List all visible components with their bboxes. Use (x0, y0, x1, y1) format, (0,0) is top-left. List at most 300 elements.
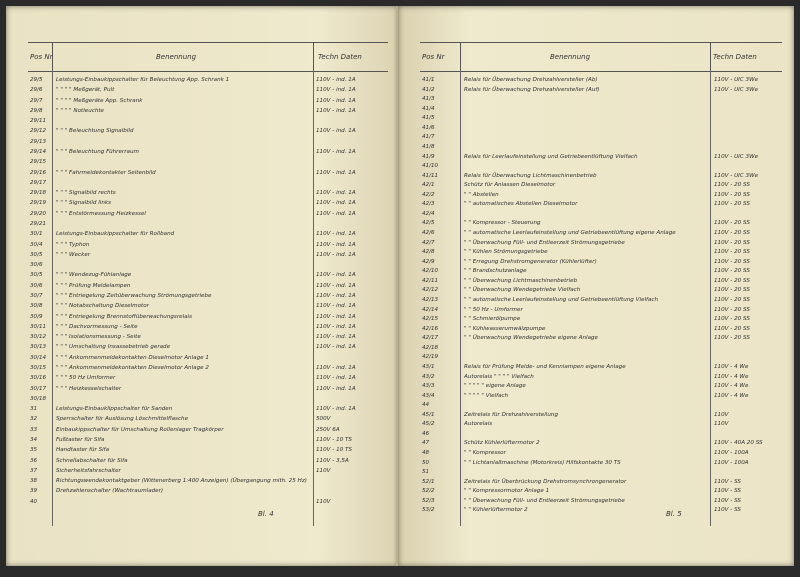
table-row (30, 158, 386, 167)
table-row (422, 76, 782, 85)
pos-cell: 29/7 (30, 97, 43, 104)
tech-data-cell: 110V - ind. 1A (316, 323, 356, 330)
pos-cell: 41/7 (422, 134, 435, 141)
tech-data-cell: 110V - UIC 3We (714, 86, 759, 93)
table-row (422, 439, 782, 448)
description-cell: Sperrschalter für Auslösung Löschmittelflasche (56, 416, 189, 423)
pos-cell: 46 (422, 430, 430, 437)
tech-data-cell: 110V - ind. 1A (316, 313, 356, 320)
description-cell: " " " Signalbild rechts (56, 190, 116, 197)
table-row (30, 436, 386, 445)
pos-cell: 34 (30, 437, 38, 443)
description-cell: " " Kompressor (464, 450, 506, 457)
pos-cell: 30/1 (30, 231, 43, 238)
table-row (30, 189, 386, 198)
pos-cell: 30/15 (30, 365, 47, 371)
table-row (30, 241, 386, 250)
description-cell: " " " Umschaltung Insassebetrieb gerade (56, 344, 171, 351)
tech-data-cell: 110V - 20 SS (714, 335, 750, 342)
description-cell: " " Überwachung Füll- und Entleerzeit Strömungsgetriebe (464, 497, 625, 504)
tech-data-cell: 110V - SS (714, 497, 741, 504)
pos-cell: 37 (30, 467, 38, 474)
tech-data-cell: 110V - UIC 3We (714, 153, 759, 160)
table-row (30, 271, 386, 280)
pos-cell: 30/8 (30, 303, 43, 310)
tech-data-cell: 110V - UIC 3We (714, 77, 759, 83)
header-techn: Techn Daten (318, 53, 362, 61)
table-row (422, 363, 782, 372)
pos-cell: 42/9 (422, 258, 435, 265)
description-cell: Leistungs-Einbauklippschalter für Sanden (56, 406, 173, 413)
table-row (30, 343, 386, 352)
table-row (30, 138, 386, 147)
description-cell: " " " Wecker (56, 251, 91, 258)
description-cell: Schütz für Anlassen Dieselmotor (464, 182, 556, 189)
description-cell: " " " Entstörmessung Heizkessel (56, 210, 146, 217)
tech-data-cell: 110V - ind. 1A (316, 190, 356, 197)
description-cell: Schütz Kühlerlüftermotor 2 (464, 440, 540, 447)
tech-data-cell: 110V - ind. 1A (316, 169, 356, 176)
pos-cell: 41/9 (422, 153, 435, 160)
pos-cell: 29/17 (30, 179, 47, 186)
pos-cell: 29/21 (30, 221, 47, 227)
pos-cell: 30/11 (30, 323, 47, 330)
table-row (30, 374, 386, 383)
table-header (28, 42, 388, 72)
pos-cell: 42/13 (422, 297, 439, 303)
description-cell: Zeitrelais für Überbrückung Drehstromsynchrongenerator (464, 478, 627, 485)
table-row (422, 219, 782, 228)
pos-cell: 42/10 (422, 268, 439, 275)
pos-cell: 42/16 (422, 325, 439, 332)
tech-data-cell: 110V - 10 TS (316, 447, 352, 454)
description-cell: " " Kühlen Strömungsgetriebe (464, 249, 548, 256)
pos-cell: 29/12 (30, 128, 47, 135)
table-row (30, 385, 386, 394)
pos-cell: 30/6 (30, 262, 43, 269)
tech-data-cell: 110V - SS (714, 488, 741, 495)
pos-cell: 29/16 (30, 169, 47, 176)
description-cell: " " Kühlwasserumwälzpumpe (464, 325, 546, 332)
pos-cell: 29/8 (30, 107, 43, 114)
table-row (30, 477, 386, 486)
table-row (30, 395, 386, 404)
description-cell: " " Kühlerlüftermotor 2 (464, 507, 528, 514)
tech-data-cell: 110V - ind. 1A (316, 231, 356, 238)
pos-cell: 41/3 (422, 96, 435, 103)
table-row (30, 457, 386, 466)
pos-cell: 29/20 (30, 210, 47, 217)
tech-data-cell: 110V - 4 We (714, 392, 749, 399)
tech-data-cell: 110V - 4 We (714, 373, 749, 380)
table-row (30, 210, 386, 219)
pos-cell: 42/1 (422, 182, 435, 189)
pos-cell: 44 (422, 402, 430, 409)
table-row (30, 169, 386, 178)
table-row (422, 497, 782, 506)
table-row (422, 86, 782, 95)
description-cell: " " Kompressormotor Anlage 1 (464, 488, 550, 495)
tech-data-cell: 110V - 40A 20 SS (714, 440, 763, 447)
table-row (422, 229, 782, 238)
description-cell: Drehzahlenschalter (Wachtraumlader) (56, 488, 164, 495)
table-row (30, 76, 386, 85)
table-row (422, 105, 782, 114)
table-row (422, 191, 782, 200)
table-row (30, 302, 386, 311)
pos-cell: 45/2 (422, 421, 435, 428)
table-row (422, 296, 782, 305)
tech-data-cell: 110V - 20 SS (714, 258, 750, 265)
pos-cell: 31 (30, 406, 38, 413)
table-row (422, 153, 782, 162)
description-cell: Einbaukippschalter für Umschaltung Rollenlager Tragkörper (56, 426, 224, 433)
tech-data-cell: 110V - ind. 1A (316, 385, 356, 392)
description-cell: Autorelais (464, 421, 493, 428)
tech-data-cell: 110V - 100A (714, 450, 749, 457)
description-cell: " " " " Notleuchte (56, 107, 105, 114)
tech-data-cell: 110V - UIC 3We (714, 172, 759, 179)
table-row (30, 333, 386, 342)
table-row (30, 148, 386, 157)
pos-cell: 30/14 (30, 354, 47, 361)
description-cell: " " Abstellen (464, 191, 499, 198)
table-row (30, 127, 386, 136)
table-row (30, 467, 386, 476)
tech-data-cell: 110V - ind. 1A (316, 210, 356, 217)
pos-cell: 41/1 (422, 77, 435, 83)
pos-cell: 29/14 (30, 149, 47, 155)
pos-cell: 41/4 (422, 105, 435, 112)
tech-data-cell: 110V - 20 SS (714, 201, 750, 208)
description-cell: " " Kompressor - Steuerung (464, 220, 541, 227)
header-benennung: Benennung (156, 53, 197, 61)
table-row (30, 179, 386, 188)
pos-cell: 42/14 (422, 306, 439, 313)
tech-data-cell: 110V - 20 SS (714, 297, 750, 303)
tech-data-cell: 110V - ind. 1A (316, 293, 356, 299)
table-row (422, 353, 782, 362)
pos-cell: 42/17 (422, 335, 439, 342)
table-row (30, 405, 386, 414)
pos-cell: 42/7 (422, 239, 435, 246)
tech-data-cell: 110V - 20 SS (714, 230, 750, 237)
description-cell: " " " Typhon (56, 241, 90, 248)
pos-cell: 50 (422, 459, 430, 466)
description-cell: " " Schmierölpumpe (464, 316, 521, 323)
description-cell: " " Überwachung Wendegetriebe eigene Anlage (464, 335, 598, 342)
table-row (422, 181, 782, 190)
table-row (422, 162, 782, 171)
pos-cell: 29/19 (30, 200, 47, 207)
description-cell: " " " Fahrmeldekontakter Seitenbild (56, 169, 156, 176)
table-row (422, 239, 782, 248)
page-number-left: Bl. 4 (258, 510, 274, 518)
table-row (422, 478, 782, 487)
header-pos: Pos Nr (30, 53, 53, 61)
description-cell: Relais für Leerlaufeinstellung und Getriebeentlüftung Vielfach (464, 153, 638, 160)
tech-data-cell: 110V - ind. 1A (316, 241, 356, 248)
pos-cell: 41/2 (422, 86, 435, 93)
table-row (422, 267, 782, 276)
tech-data-cell: 110V - 20 SS (714, 268, 750, 275)
table-row (422, 430, 782, 439)
table-row (422, 277, 782, 286)
tech-data-cell: 110V - ind. 1A (316, 200, 356, 207)
table-row (422, 392, 782, 401)
table-row (30, 282, 386, 291)
pos-cell: 30/5 (30, 251, 43, 258)
pos-cell: 30/18 (30, 395, 47, 402)
description-cell: " " " " " eigene Anlage (464, 383, 526, 390)
table-row (30, 415, 386, 424)
tech-data-cell: 110V - ind. 1A (316, 303, 356, 310)
description-cell: Leistungs-Einbaukippschalter für Beleuchtung App. Schrank 1 (56, 77, 230, 83)
description-cell: " " " Beleuchtung Signalbild (56, 128, 134, 135)
table-row (422, 286, 782, 295)
pos-cell: 29/5 (30, 77, 43, 83)
description-cell: Handtaster für Sifa (56, 447, 110, 454)
tech-data-cell: 110V - 20 SS (714, 287, 750, 294)
pos-cell: 51 (422, 469, 430, 476)
table-row (422, 468, 782, 477)
table-row (422, 449, 782, 458)
pos-cell: 30/16 (30, 375, 47, 382)
tech-data-cell: 110V - 20 SS (714, 220, 750, 227)
table-row (422, 124, 782, 133)
tech-data-cell: 110V - 100A (714, 459, 749, 466)
tech-data-cell: 110V - 20 SS (714, 191, 750, 198)
table-row (422, 200, 782, 209)
description-cell: Richtungswendekontaktgeber (Wittenerberg 1:400 Anzeigen) (Übergangung mith. 25 Hz) (56, 478, 307, 485)
header-techn: Techn Daten (713, 53, 757, 61)
pos-cell: 30/7 (30, 293, 43, 299)
pos-cell: 42/6 (422, 230, 435, 237)
description-cell: " " Überwachung Füll- und Entleerzeit Strömungsgetriebe (464, 239, 625, 246)
tech-data-cell: 110V - ind. 1A (316, 272, 356, 279)
table-row (30, 86, 386, 95)
description-cell: " " " Entriegelung Brennstoffüberwachungsrelais (56, 313, 193, 320)
tech-data-cell: 110V - ind. 1A (316, 107, 356, 114)
description-cell: " " " Prüfung Meldelampen (56, 282, 131, 289)
table-row (422, 210, 782, 219)
tech-data-cell: 110V (316, 498, 331, 505)
header-benennung: Benennung (550, 53, 591, 61)
pos-cell: 30/4 (30, 241, 43, 248)
pos-cell: 42/12 (422, 287, 439, 294)
table-row (422, 401, 782, 410)
tech-data-cell: 110V - ind. 1A (316, 375, 356, 382)
description-cell: " " " Ankommenmeldekontakten Dieselmotor Anlage 2 (56, 365, 209, 371)
pos-cell: 30/13 (30, 344, 47, 351)
tech-data-cell: 110V - ind. 1A (316, 87, 356, 94)
pos-cell: 41/6 (422, 124, 435, 131)
table-row (30, 117, 386, 126)
pos-cell: 29/11 (30, 118, 47, 125)
pos-cell: 43/2 (422, 373, 435, 380)
description-cell: Relais für Überwachung Drehzahlversteller (Ab) (464, 77, 598, 83)
description-cell: Leistungs-Einbaukippschalter für Rollband (56, 231, 175, 238)
table-row (30, 251, 386, 260)
pos-cell: 43/4 (422, 392, 435, 399)
description-cell: Fußtaster für Sifa (56, 437, 105, 443)
pos-cell: 39 (30, 488, 38, 495)
pos-cell: 42/3 (422, 201, 435, 208)
tech-data-cell: 110V - SS (714, 478, 741, 485)
table-row (30, 313, 386, 322)
tech-data-cell: 110V - ind. 1A (316, 128, 356, 135)
tech-data-cell: 110V - ind. 1A (316, 282, 356, 289)
description-cell: Zeitrelais für Drehzahlverstellung (464, 411, 558, 418)
table-row (30, 261, 386, 270)
description-cell: " " " Signalbild links (56, 200, 112, 207)
table-header (420, 42, 782, 72)
table-row (30, 292, 386, 301)
tech-data-cell: 110V - ind. 1A (316, 149, 356, 155)
table-row (422, 306, 782, 315)
tech-data-cell: 110V - SS (714, 507, 741, 514)
tech-data-cell: 110V - ind. 1A (316, 406, 356, 413)
table-row (422, 420, 782, 429)
tech-data-cell: 110V - 4 We (714, 363, 749, 370)
table-row (30, 220, 386, 229)
description-cell: " " Überwachung Wendegetriebe Vielfach (464, 287, 581, 294)
description-cell: " " " Beleuchtung Führerraum (56, 149, 139, 155)
table-row (30, 354, 386, 363)
description-cell: " " automatische Leerlaufeinstellung und Getriebeentlüftung eigene Anlage (464, 230, 676, 237)
table-row (422, 248, 782, 257)
pos-cell: 52/2 (422, 488, 435, 495)
pos-cell: 41/11 (422, 172, 439, 179)
description-cell: " " " Dachvormessung - Seite (56, 323, 138, 330)
description-cell: " " 50 Hz - Umformer (464, 306, 523, 313)
table-row (30, 230, 386, 239)
header-pos: Pos Nr (422, 53, 445, 61)
pos-cell: 30/12 (30, 334, 47, 341)
pos-cell: 30/9 (30, 313, 43, 320)
tech-data-cell: 110V - 20 SS (714, 239, 750, 246)
tech-data-cell: 110V - 20 SS (714, 316, 750, 323)
description-cell: Relais für Überwachung Drehzahlversteller (Auf) (464, 86, 600, 93)
description-cell: " " " Ankommenmeldekontakten Dieselmotor Anlage 1 (56, 354, 209, 361)
table-row (422, 487, 782, 496)
table-row (422, 506, 782, 515)
description-cell: " " Brandschutzanlage (464, 268, 527, 275)
pos-cell: 41/5 (422, 115, 435, 122)
description-cell: " " Überwachung Lichtmaschinenbetrieb (464, 277, 578, 284)
description-cell: " " " 50 Hz Umformer (56, 375, 116, 382)
pos-cell: 42/18 (422, 344, 439, 351)
pos-cell: 33 (30, 426, 38, 433)
tech-data-cell: 110V - 20 SS (714, 277, 750, 284)
description-cell: Schnellabschalter für Sifa (56, 457, 128, 464)
pos-cell: 53/2 (422, 507, 435, 514)
tech-data-cell: 500V (316, 416, 331, 423)
pos-cell: 42/8 (422, 249, 435, 256)
table-row (30, 446, 386, 455)
tech-data-cell: 110V - ind. 1A (316, 77, 356, 83)
description-cell: " " " " Meßgerät, Pult (56, 87, 115, 94)
table-row (422, 258, 782, 267)
tech-data-cell: 110V - ind. 1A (316, 344, 356, 351)
tech-data-cell: 110V - ind. 1A (316, 251, 356, 258)
tech-data-cell: 110V - 20 SS (714, 306, 750, 313)
description-cell: " " automatische Leerlaufeinstellung und Getriebeentlüftung Vielfach (464, 297, 659, 303)
pos-cell: 45/1 (422, 411, 435, 418)
table-row (30, 97, 386, 106)
pos-cell: 42/11 (422, 277, 439, 284)
pos-cell: 30/6 (30, 282, 43, 289)
pos-cell: 43/3 (422, 383, 435, 390)
description-cell: " " " Wendezug-Fühlanlage (56, 272, 132, 279)
description-cell: " " " Isolationsmessung - Seite (56, 334, 141, 341)
left-page (6, 6, 398, 566)
pos-cell: 42/5 (422, 220, 435, 227)
table-row (422, 334, 782, 343)
table-row (422, 411, 782, 420)
pos-cell: 42/15 (422, 316, 439, 323)
table-row (30, 364, 386, 373)
table-row (30, 323, 386, 332)
table-row (422, 459, 782, 468)
tech-data-cell: 110V (714, 421, 729, 428)
tech-data-cell: 250V 6A (316, 426, 340, 433)
pos-cell: 29/15 (30, 159, 47, 166)
pos-cell: 29/13 (30, 138, 47, 145)
tech-data-cell: 110V - ind. 1A (316, 334, 356, 341)
description-cell: " " " " Meßgeräte App. Schrank (56, 97, 143, 104)
tech-data-cell: 110V (316, 467, 331, 474)
tech-data-cell: 110V - 10 TS (316, 437, 352, 443)
tech-data-cell: 110V - 20 SS (714, 182, 750, 189)
pos-cell: 48 (422, 450, 430, 457)
pos-cell: 52/1 (422, 478, 435, 485)
description-cell: Sicherheitsfahrschalter (56, 467, 121, 474)
tech-data-cell: 110V - 20 SS (714, 249, 750, 256)
table-row (422, 143, 782, 152)
description-cell: " " automatisches Abstellen Dieselmotor (464, 201, 578, 208)
description-cell: " " Lichtanlaßmaschine (Motorkreis) Hilfskontakte 30 TS (464, 459, 621, 466)
tech-data-cell: 110V - 3,5A (316, 457, 349, 464)
pos-cell: 40 (30, 498, 38, 505)
tech-data-cell: 110V - ind. 1A (316, 97, 356, 104)
pos-cell: 30/17 (30, 385, 47, 392)
pos-cell: 52/3 (422, 497, 435, 504)
table-row (422, 114, 782, 123)
table-row (30, 487, 386, 496)
table-row (30, 498, 386, 507)
table-row (422, 344, 782, 353)
pos-cell: 42/4 (422, 210, 435, 217)
table-row (30, 426, 386, 435)
pos-cell: 35 (30, 447, 38, 454)
tech-data-cell: 110V - ind. 1A (316, 365, 356, 371)
pos-cell: 30/5 (30, 272, 43, 279)
pos-cell: 41/8 (422, 143, 435, 150)
pos-cell: 29/6 (30, 87, 43, 94)
pos-cell: 36 (30, 457, 38, 464)
pos-cell: 38 (30, 478, 38, 485)
description-cell: Relais für Überwachung Lichtmaschinenbetrieb (464, 172, 597, 179)
pos-cell: 41/10 (422, 163, 439, 170)
description-cell: " " " Heizkesselschalter (56, 385, 122, 392)
pos-cell: 43/1 (422, 363, 435, 370)
table-row (422, 315, 782, 324)
table-row (422, 172, 782, 181)
right-page (398, 6, 794, 566)
table-row (422, 133, 782, 142)
table-row (30, 107, 386, 116)
